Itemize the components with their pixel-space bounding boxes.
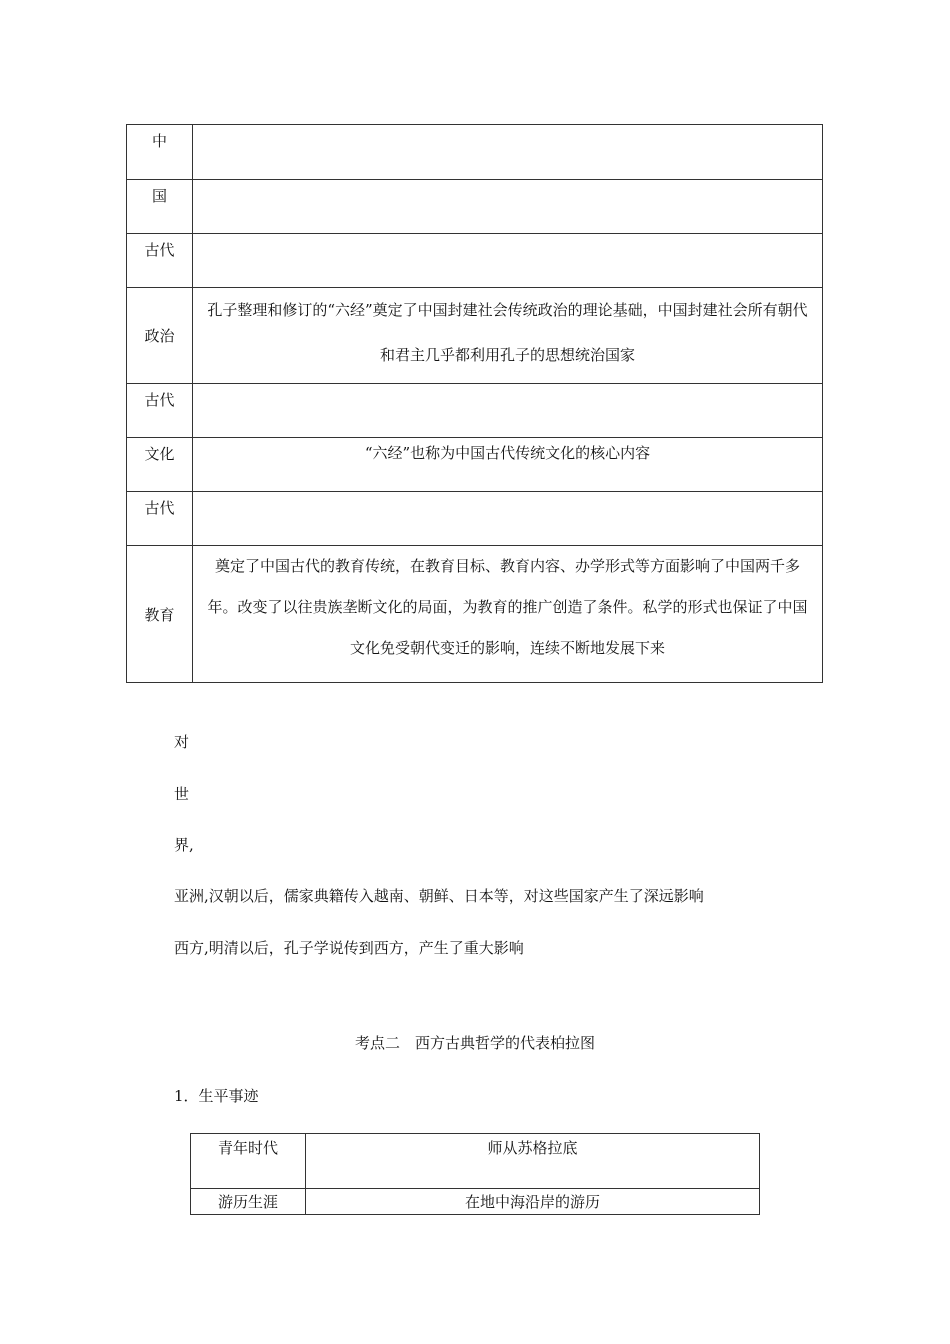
- world-label-1: 对: [174, 733, 190, 751]
- west-influence-text: 西方,明清以后，孔子学说传到西方，产生了重大影响: [174, 939, 524, 957]
- row-content: [193, 234, 823, 288]
- confucius-influence-table: [126, 124, 823, 683]
- table-row: [127, 384, 823, 438]
- table-row: [127, 234, 823, 288]
- table-row: [127, 492, 823, 546]
- row-label-text: 教育: [144, 605, 175, 624]
- section-heading: 考点二 西方古典哲学的代表柏拉图: [354, 1034, 595, 1052]
- row-label: [127, 288, 193, 384]
- table-row: [127, 180, 823, 234]
- row-content: [193, 384, 823, 438]
- row-label-text: 古代: [144, 391, 175, 409]
- row-label: [127, 492, 193, 546]
- subsection-heading: 1．生平事迹: [174, 1087, 259, 1105]
- row-content: [193, 180, 823, 234]
- row-label-text: 古代: [144, 241, 175, 259]
- row-label: [127, 438, 193, 492]
- row-label: [127, 234, 193, 288]
- row-label: [127, 546, 193, 683]
- table-row: [191, 1134, 760, 1189]
- row-content: 在地中海沿岸的游历: [306, 1189, 760, 1215]
- row-content: [193, 492, 823, 546]
- table-row: [127, 125, 823, 180]
- row-content: “六经”也称为中国古代传统文化的核心内容: [193, 438, 823, 492]
- row-content: [193, 125, 823, 180]
- row-content: 奠定了中国古代的教育传统，在教育目标、教育内容、办学形式等方面影响了中国两千多年。改变了以往贵族垄断文化的局面，为教育的推广创造了条件。私学的形式也保证了中国文化免受朝代变迁的影响，连续不断地发展下来: [193, 546, 823, 683]
- row-label-text: 古代: [144, 499, 175, 517]
- row-label: [127, 384, 193, 438]
- table-row: [191, 1189, 760, 1215]
- row-content: 孔子整理和修订的“六经”奠定了中国封建社会传统政治的理论基础，中国封建社会所有朝代和君主几乎都利用孔子的思想统治国家: [193, 288, 823, 384]
- world-label-3: 界,: [174, 836, 194, 854]
- row-label: [127, 180, 193, 234]
- row-label: 青年时代: [191, 1134, 306, 1189]
- world-label-2: 世: [174, 785, 190, 803]
- row-label: [127, 125, 193, 180]
- row-label-text: 文化: [144, 445, 175, 463]
- table-row: [127, 288, 823, 384]
- table-row: [127, 438, 823, 492]
- table-row: [127, 546, 823, 683]
- row-label: 游历生涯: [191, 1189, 306, 1215]
- row-label-text: 中: [151, 132, 167, 150]
- row-content: 师从苏格拉底: [306, 1134, 760, 1189]
- asia-influence-text: 亚洲,汉朝以后，儒家典籍传入越南、朝鲜、日本等，对这些国家产生了深远影响: [174, 887, 704, 905]
- row-label-text: 政治: [144, 327, 175, 345]
- plato-life-table: [190, 1133, 760, 1215]
- row-label-text: 国: [151, 187, 167, 205]
